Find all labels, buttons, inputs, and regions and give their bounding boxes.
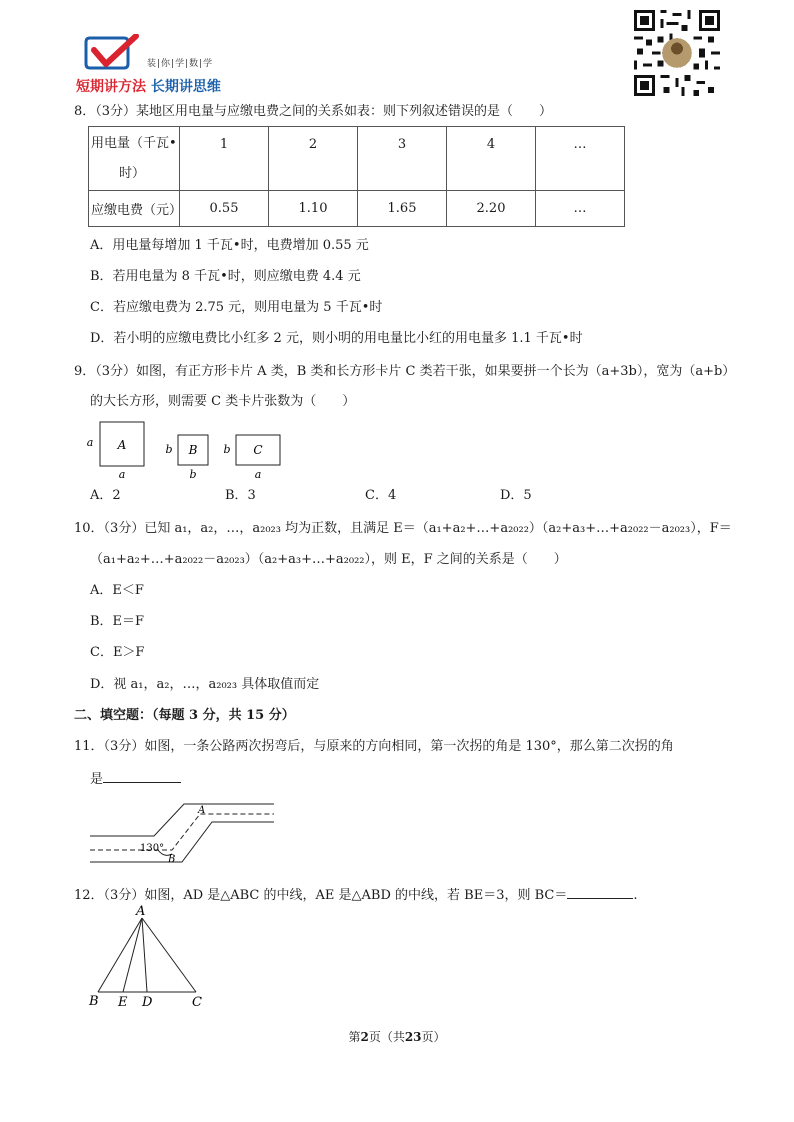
table-header-usage-line1: 用电量（千瓦• [91, 135, 177, 151]
slogan [76, 76, 221, 96]
slogan-red: 短期讲方法 [76, 79, 146, 95]
q12-answer-blank[interactable] [567, 885, 633, 899]
q8-option-a: A．用电量每增加 1 千瓦•时，电费增加 0.55 元 [90, 238, 369, 253]
q9-option-d: D．5 [500, 488, 532, 503]
fee-table [88, 126, 625, 227]
table-cell: 3 [358, 127, 447, 191]
point-b-label: B [168, 854, 176, 865]
table-cell: 1 [180, 127, 269, 191]
vertex-c-label: C [192, 995, 202, 1010]
q10-stem-line1: 10．（3分）已知 a₁，a₂，…，a₂₀₂₃ 均为正数，且满足 E＝（a₁+a₂+…+a₂₀₂₂）（a₂+a₃+…+a₂₀₂₂－a₂₀₂₃），F＝ [74, 521, 732, 536]
q10-stem-line2: （a₁+a₂+…+a₂₀₂₂－a₂₀₂₃）（a₂+a₃+…+a₂₀₂₂），则 E，F 之间的关系是（ ） [90, 552, 567, 567]
vertex-a-label: A [136, 904, 146, 919]
table-cell: 2 [269, 127, 358, 191]
table-row [89, 191, 625, 227]
point-e-label: E [118, 995, 128, 1010]
table-row [89, 127, 625, 191]
table-cell: 0.55 [180, 191, 269, 227]
table-header-usage-line2: 时） [119, 165, 146, 181]
table-cell: … [536, 191, 625, 227]
q8-option-b: B．若用电量为 8 千瓦•时，则应缴电费 4.4 元 [90, 269, 361, 284]
q9-stem-line1: 9．（3分）如图，有正方形卡片 A 类，B 类和长方形卡片 C 类若干张，如果要拼一个长为（a+3b），宽为（a+b） [74, 364, 736, 379]
footer-suffix: 页） [421, 1030, 446, 1044]
card-a-side: a [86, 436, 94, 449]
table-cell: 4 [447, 127, 536, 191]
footer-middle: 页（共 [368, 1030, 405, 1044]
q9-cards-figure [86, 418, 296, 480]
card-b-side: b [165, 443, 173, 456]
segment-ae [123, 918, 142, 992]
card-b-label: B [188, 443, 198, 457]
q12-stem-text: 12．（3分）如图，AD 是△ABC 的中线，AE 是△ABD 的中线，若 BE＝3，则 BC＝ [74, 888, 568, 903]
logo-checkmark-icon [84, 34, 140, 76]
segment-ad [142, 918, 147, 992]
q12-stem [74, 885, 637, 904]
q11-stem-line2 [90, 769, 181, 788]
q8-option-d: D．若小明的应缴电费比小红多 2 元，则小明的用电量比小红的用电量多 1.1 千瓦•时 [90, 331, 583, 346]
q8-option-c: C．若应缴电费为 2.75 元，则用电量为 5 千瓦•时 [90, 300, 383, 315]
angle-label: 130° [140, 843, 165, 854]
table-cell: 1.10 [269, 191, 358, 227]
slogan-small: 装|你|学|数|学 [147, 59, 214, 69]
qr-code-icon [634, 10, 720, 96]
page-footer [0, 1028, 794, 1045]
q11-answer-blank[interactable] [103, 769, 181, 783]
q10-option-c: C．E＞F [90, 645, 145, 660]
q9-stem-line2: 的大长方形，则需要 C 类卡片张数为（ ） [90, 394, 356, 409]
q11-stem-line2-text: 是 [90, 772, 104, 787]
table-cell: … [536, 127, 625, 191]
table-header-usage [89, 127, 180, 191]
slogan-blue: 长期讲思维 [150, 79, 221, 95]
point-a-label: A [198, 805, 206, 816]
q11-stem-line1: 11．（3分）如图，一条公路两次拐弯后，与原来的方向相同，第一次拐的角是 130°，那么第二次拐的角 [74, 739, 674, 754]
q8-stem: 8．（3分）某地区用电量与应缴电费之间的关系如表：则下列叙述错误的是（ ） [74, 104, 553, 119]
point-d-label: D [142, 995, 153, 1010]
q10-option-a: A．E＜F [90, 583, 144, 598]
q9-option-a: A．2 [90, 488, 121, 503]
q12-stem-end: . [633, 888, 638, 903]
card-c-side: b [223, 443, 231, 456]
card-c-bottom: a [254, 468, 262, 480]
footer-page-number: 2 [360, 1030, 369, 1044]
segment-ac [142, 918, 196, 992]
card-a-label: A [117, 438, 127, 452]
footer-prefix: 第 [348, 1030, 361, 1044]
q12-triangle-figure [86, 904, 210, 1012]
card-a-bottom: a [118, 468, 126, 480]
q9-option-b: B．3 [225, 488, 256, 503]
q11-road-figure [88, 796, 278, 866]
card-c-label: C [253, 443, 263, 457]
q9-option-c: C．4 [365, 488, 397, 503]
road-lower-edge [90, 822, 274, 862]
segment-ab [98, 918, 142, 992]
table-header-fee: 应缴电费（元） [89, 191, 180, 227]
footer-total-pages: 23 [404, 1030, 422, 1044]
table-cell: 1.65 [358, 191, 447, 227]
q10-option-b: B．E＝F [90, 614, 145, 629]
road-center-dashed [90, 814, 274, 850]
table-cell: 2.20 [447, 191, 536, 227]
vertex-b-label: B [89, 994, 99, 1009]
road-upper-edge [90, 804, 274, 836]
card-b-bottom: b [189, 468, 197, 480]
q10-option-d: D．视 a₁，a₂，…，a₂₀₂₃ 具体取值而定 [90, 677, 320, 692]
section-title-fill-blank: 二、填空题：（每题 3 分，共 15 分） [74, 708, 295, 723]
